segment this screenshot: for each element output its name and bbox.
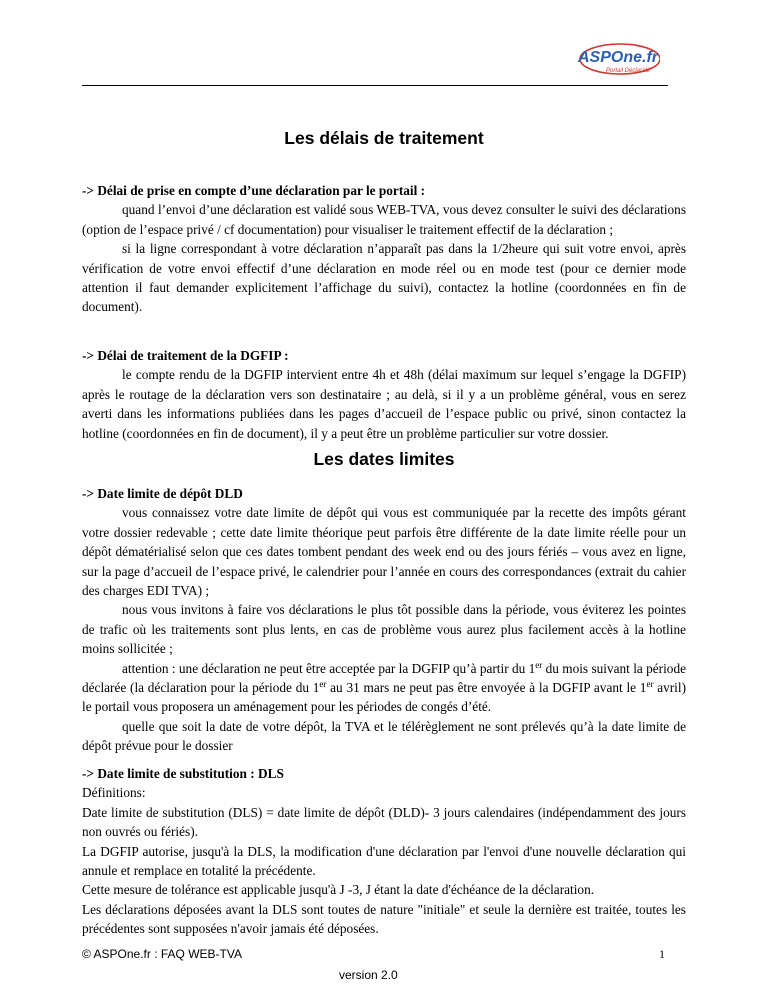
paragraph: vous connaissez votre date limite de dépôt qui vous est communiquée par la recette des impôts gérant votre dossier redevable ; cette date limite théorique peut parfois être différente de la date limite réelle pour un dépôt dématérialisé selon que ces dates tombent pendant des week end ou des jours fériés – vous avez en ligne, sur la page d’accueil de l’espace privé, le calendrier pour l’année en cours des correspondances (extrait du cahier des charges EDI TVA) ; xyxy=(82,505,686,599)
subheading-delai-dgfip: -> Délai de traitement de la DGFIP : xyxy=(82,348,289,363)
footer-page-number: 1 xyxy=(659,947,665,961)
paragraph: quelle que soit la date de votre dépôt, la TVA et le télérèglement ne sont prélevés qu’à la date limite de dépôt prévue pour le dossier xyxy=(82,718,686,754)
footer-version: version 2.0 xyxy=(339,968,398,982)
definition-line: Les déclarations déposées avant la DLS sont toutes de nature "initiale" et seule la dernière est traitée, toutes les précédentes sont supposées n'avoir jamais été déposées. xyxy=(82,901,686,937)
header-rule xyxy=(82,85,668,86)
definition-line: La DGFIP autorise, jusqu'à la DLS, la modification d'une déclaration par l'envoi d'une nouvelle déclaration qui annule et remplace en totalité la précédente. xyxy=(82,843,686,879)
subheading-dld: -> Date limite de dépôt DLD xyxy=(82,486,243,501)
logo-brand: ASPOne.fr xyxy=(578,49,659,66)
paragraph: quand l’envoi d’une déclaration est validé sous WEB-TVA, vous devez consulter le suivi des déclarations (option de l’espace privé / cf documentation) pour visualiser le traitement effectif de la déclaration ; xyxy=(82,202,686,237)
definitions-label: Définitions: xyxy=(82,785,146,801)
section-heading-delais: Les délais de traitement xyxy=(284,128,484,148)
logo-tagline: Portail Déclaratif xyxy=(606,68,651,74)
aspone-logo xyxy=(570,40,660,78)
paragraph: nous vous invitons à faire vos déclarations le plus tôt possible dans la période, vous éviterez les pointes de trafic où les traitements sont plus lents, en cas de problème vous aurez plus facilement accès à la hotline moins sollicitée ; xyxy=(82,602,686,657)
paragraph: si la ligne correspondant à votre déclaration n’apparaît pas dans la 1/2heure qui suit votre envoi, après vérification de votre envoi effectif d’une déclaration en mode réel ou en mode test (pour ce dernier mode attention il faut demander explicitement l’affichage du suivi), contactez la hotline (coordonnées en fin de document). xyxy=(82,241,686,315)
footer-copyright: © ASPOne.fr : FAQ WEB-TVA xyxy=(82,947,242,961)
section-heading-dates: Les dates limites xyxy=(313,449,455,469)
paragraph-attention: attention : une déclaration ne peut être acceptée par la DGFIP qu’à partir du 1er du mois suivant la période déclarée (la déclaration pour la période du 1er au 31 mars ne peut pas être envoyée à la DGFIP avant le 1er avril) le portail vous proposera un aménagement pour les périodes de congés d’été. xyxy=(82,659,687,715)
subheading-delai-portail: -> Délai de prise en compte d’une déclaration par le portail : xyxy=(82,183,426,198)
definition-line: Date limite de substitution (DLS) = date limite de dépôt (DLD)- 3 jours calendaires (indépendamment des jours non ouvrés ou fériés). xyxy=(82,804,686,840)
section-dgfip-body xyxy=(82,346,686,443)
definition-line: Cette mesure de tolérance est applicable jusqu'à J -3, J étant la date d'échéance de la déclaration. xyxy=(82,882,595,898)
subheading-dls: -> Date limite de substitution : DLS xyxy=(82,766,284,781)
paragraph: le compte rendu de la DGFIP intervient entre 4h et 48h (délai maximum sur lequel s’engage la DGFIP) après le routage de la déclaration vers son destinataire ; au delà, si il y a un problème général, vous en serez averti dans les informations publiées dans les pages d’accueil de l’espace public ou privé, sinon contactez la hotline (coordonnées en fin de document), il y a peut être un problème particulier sur votre dossier. xyxy=(82,367,686,441)
section-dls-body xyxy=(82,764,686,939)
section-dld-body xyxy=(82,484,686,756)
section-delais-body xyxy=(82,181,686,317)
